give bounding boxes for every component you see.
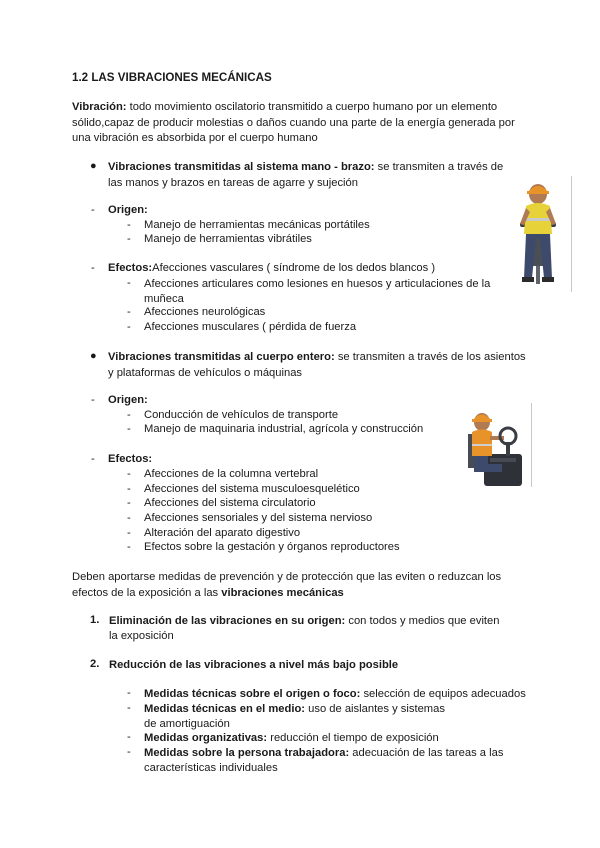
list-item-text: Alteración del aparato digestivo bbox=[144, 527, 301, 539]
numbered-item bbox=[90, 658, 510, 673]
bullet-icon: ● bbox=[90, 350, 97, 362]
hand-arm-effects bbox=[91, 262, 435, 274]
dash-marker: - bbox=[127, 497, 131, 509]
bullet-icon: ● bbox=[90, 160, 97, 172]
list-item bbox=[127, 497, 316, 509]
dash-marker: - bbox=[127, 702, 131, 714]
sub-item-text: uso de aislantes y sistemas de amortiguación bbox=[144, 703, 445, 730]
dash-marker: - bbox=[127, 527, 131, 539]
sub-item-text: adecuación de las tareas a las características individuales bbox=[144, 747, 504, 774]
whole-body-effects bbox=[91, 453, 152, 465]
list-item-text: Manejo de herramientas mecánicas portátiles bbox=[144, 219, 370, 231]
sub-item-bold: Medidas técnicas en el medio: bbox=[144, 703, 306, 715]
list-item bbox=[127, 277, 507, 306]
list-item bbox=[127, 687, 537, 702]
dash-marker: - bbox=[127, 731, 131, 743]
dash-marker: - bbox=[127, 233, 131, 245]
dash-marker: - bbox=[127, 219, 131, 231]
numbered-item-bold: Reducción de las vibraciones a nivel más bajo posible bbox=[109, 659, 399, 671]
list-item-text: Conducción de vehículos de transporte bbox=[144, 409, 339, 421]
list-item bbox=[127, 527, 300, 539]
intro-text: todo movimiento oscilatorio transmitido a cuerpo humano por un elemento sólido,capaz de producir molestias o daños cuando una parte de la energía generada por una vibración es absorbida por el cuerpo humano bbox=[72, 101, 515, 144]
dash-marker: - bbox=[127, 541, 131, 553]
effects-label: Efectos: bbox=[108, 262, 153, 274]
hand-arm-heading: Vibraciones transmitidas al sistema mano - brazo: bbox=[108, 161, 375, 173]
jackhammer-worker-icon bbox=[510, 178, 570, 288]
dash-marker: - bbox=[91, 204, 95, 216]
list-item bbox=[127, 306, 265, 318]
effects-first: Afecciones vasculares ( síndrome de los dedos blancos ) bbox=[152, 262, 436, 274]
list-item-text: Afecciones articulares como lesiones en huesos y articulaciones de la muñeca bbox=[144, 278, 491, 305]
measures-paragraph bbox=[72, 570, 512, 601]
dash-marker: - bbox=[127, 306, 131, 318]
list-item bbox=[127, 321, 356, 333]
dash-marker: - bbox=[127, 746, 131, 758]
hand-arm-bullet bbox=[90, 160, 510, 191]
section-title: 1.2 LAS VIBRACIONES MECÁNICAS bbox=[72, 71, 272, 84]
list-item-text: Afecciones del sistema musculoesquelético bbox=[144, 483, 360, 495]
whole-body-bullet bbox=[90, 350, 530, 381]
measures-bold: vibraciones mecánicas bbox=[221, 586, 344, 599]
sub-item-text: reducción el tiempo de exposición bbox=[267, 732, 439, 744]
hand-arm-desc: se transmiten a través de las manos y brazos en tareas de agarre y sujeción bbox=[108, 161, 504, 189]
list-item-text: Afecciones de la columna vertebral bbox=[144, 468, 319, 480]
dash-marker: - bbox=[127, 321, 131, 333]
sub-item-bold: Medidas organizativas: bbox=[144, 732, 268, 744]
dash-marker: - bbox=[127, 687, 131, 699]
machine-operator-icon bbox=[462, 408, 530, 492]
dash-marker: - bbox=[91, 262, 95, 274]
dash-marker: - bbox=[127, 468, 131, 480]
whole-body-desc: se transmiten a través de los asientos y plataformas de vehículos o máquinas bbox=[108, 351, 526, 379]
list-item bbox=[127, 702, 457, 731]
dash-marker: - bbox=[91, 453, 95, 465]
image-border bbox=[571, 176, 572, 292]
origin-label: Origen: bbox=[108, 394, 148, 406]
dash-marker: - bbox=[127, 512, 131, 524]
hand-arm-origin bbox=[91, 204, 148, 216]
whole-body-text bbox=[108, 350, 530, 381]
list-item bbox=[127, 483, 360, 495]
dash-marker: - bbox=[127, 483, 131, 495]
measures-text: Deben aportarse medidas de prevención y de protección que las eviten o reduzcan los efectos de la exposición a las bbox=[72, 571, 502, 599]
sub-item-bold: Medidas técnicas sobre el origen o foco: bbox=[144, 688, 361, 700]
intro-term: Vibración: bbox=[72, 101, 127, 113]
whole-body-origin bbox=[91, 394, 148, 406]
list-item-text: Manejo de maquinaria industrial, agrícola y construcción bbox=[144, 423, 424, 435]
list-item-text: Afecciones neurológicas bbox=[144, 306, 266, 318]
dash-marker: - bbox=[91, 394, 95, 406]
list-item bbox=[127, 746, 517, 775]
whole-body-heading: Vibraciones transmitidas al cuerpo entero: bbox=[108, 351, 335, 363]
image-border bbox=[531, 403, 532, 487]
numbered-item-desc: con todos y medios que eviten la exposición bbox=[109, 615, 500, 643]
list-item bbox=[127, 541, 400, 553]
effects-label: Efectos: bbox=[108, 453, 153, 465]
list-item-text: Afecciones del sistema circulatorio bbox=[144, 497, 316, 509]
list-item bbox=[127, 409, 338, 421]
origin-label: Origen: bbox=[108, 204, 148, 216]
numbered-item-bold: Eliminación de las vibraciones en su origen: bbox=[109, 615, 346, 627]
list-item-text: Efectos sobre la gestación y órganos reproductores bbox=[144, 541, 400, 553]
item-number: 1. bbox=[90, 614, 100, 626]
dash-marker: - bbox=[127, 409, 131, 421]
sub-item-text: selección de equipos adecuados bbox=[360, 688, 526, 700]
list-item bbox=[127, 233, 312, 245]
item-number: 2. bbox=[90, 658, 100, 670]
dash-marker: - bbox=[127, 277, 131, 289]
numbered-item-text bbox=[109, 614, 510, 644]
list-item-text: Manejo de herramientas vibrátiles bbox=[144, 233, 312, 245]
numbered-item-text bbox=[109, 658, 510, 673]
list-item-text: Afecciones musculares ( pérdida de fuerza bbox=[144, 321, 357, 333]
list-item bbox=[127, 468, 318, 480]
list-item bbox=[127, 512, 372, 524]
numbered-item bbox=[90, 614, 510, 644]
list-item bbox=[127, 731, 537, 746]
sub-item-bold: Medidas sobre la persona trabajadora: bbox=[144, 747, 350, 759]
hand-arm-text bbox=[108, 160, 510, 191]
dash-marker: - bbox=[127, 423, 131, 435]
intro-paragraph bbox=[72, 100, 522, 147]
list-item-text: Afecciones sensoriales y del sistema nervioso bbox=[144, 512, 373, 524]
list-item bbox=[127, 219, 370, 231]
list-item bbox=[127, 423, 423, 435]
